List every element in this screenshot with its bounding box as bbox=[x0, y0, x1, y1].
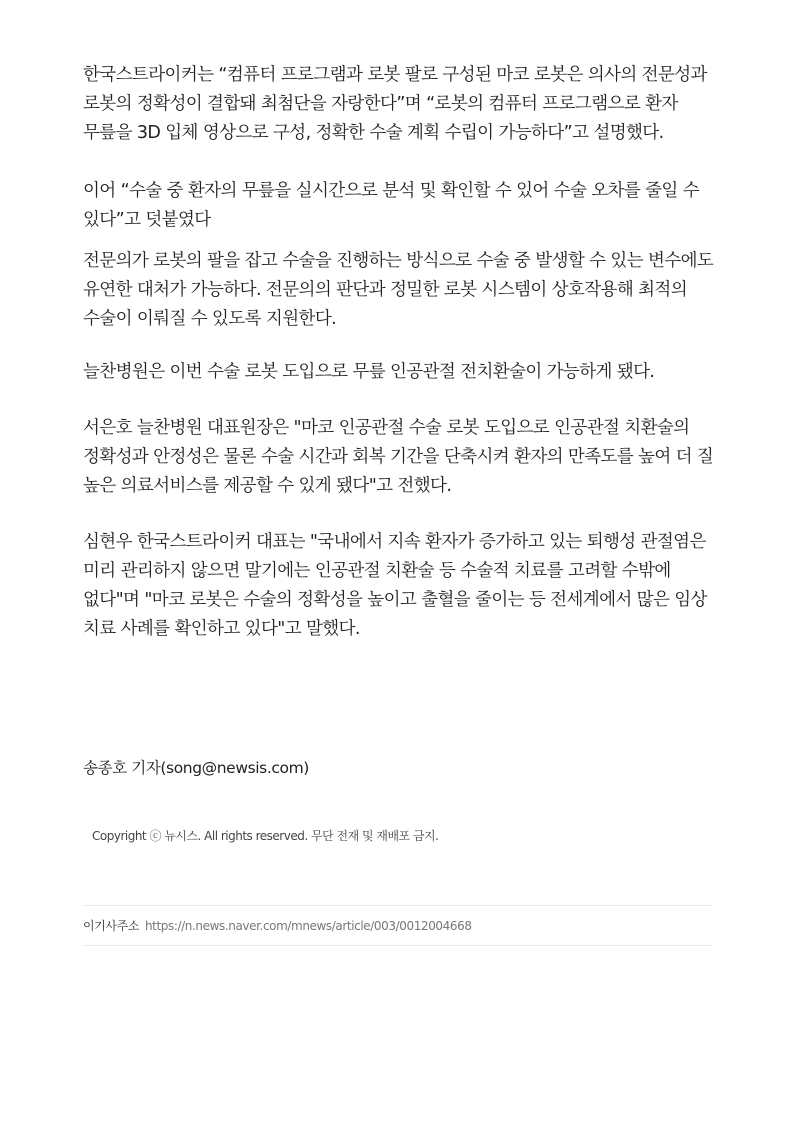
article-paragraph-2: 이어 “수술 중 환자의 무릎을 실시간으로 분석 및 확인할 수 있어 수술 오차를 줄일 수 있다”고 덧붙였다 bbox=[83, 181, 700, 230]
article-paragraph-4: 늘찬병원은 이번 수술 로봇 도입으로 무릎 인공관절 전치환술이 가능하게 됐다. bbox=[83, 362, 655, 382]
divider-top bbox=[83, 905, 713, 906]
byline: 송종호 기자(song@newsis.com) bbox=[83, 759, 309, 777]
article-paragraph-5: 서은호 늘찬병원 대표원장은 "마코 인공관절 수술 로봇 도입으로 인공관절 치환술의 정확성과 안정성은 물론 수술 시간과 회복 기간을 단축시켜 환자의 만족도를 높여 더 질 높은 의료서비스를 제공할 수 있게 됐다"고 전했다. bbox=[83, 418, 714, 496]
divider-bottom bbox=[83, 945, 713, 946]
article-body bbox=[83, 61, 715, 644]
article-paragraph-1: 한국스트라이커는 “컴퓨터 프로그램과 로봇 팔로 구성된 마코 로봇은 의사의 전문성과 로봇의 정확성이 결합돼 최첨단을 자랑한다”며 “로봇의 컴퓨터 프로그램으로 환자 무릎을 3D 입체 영상으로 구성, 정확한 수술 계획 수립이 가능하다”고 설명했다. bbox=[83, 65, 707, 143]
article-paragraph-6: 심현우 한국스트라이커 대표는 "국내에서 지속 환자가 증가하고 있는 퇴행성 관절염은 미리 관리하지 않으면 말기에는 인공관절 치환술 등 수술적 치료를 고려할 수밖에 없다"며 "마코 로봇은 수술의 정확성을 높이고 출혈을 줄이는 등 전세계에서 많은 임상 치료 사례를 확인하고 있다"고 말했다. bbox=[83, 532, 707, 639]
copyright-notice: Copyright ⓒ 뉴시스. All rights reserved. 무단 전재 및 재배포 금지. bbox=[92, 829, 439, 843]
article-url-label: 이기사주소 bbox=[83, 919, 139, 933]
article-url-row bbox=[83, 917, 472, 934]
article-paragraph-3: 전문의가 로봇의 팔을 잡고 수술을 진행하는 방식으로 수술 중 발생할 수 있는 변수에도 유연한 대처가 가능하다. 전문의의 판단과 정밀한 로봇 시스템이 상호작용해 최적의 수술이 이뤄질 수 있도록 지원한다. bbox=[83, 251, 714, 329]
article-url-link[interactable]: https://n.news.naver.com/mnews/article/003/0012004668 bbox=[144, 918, 472, 933]
